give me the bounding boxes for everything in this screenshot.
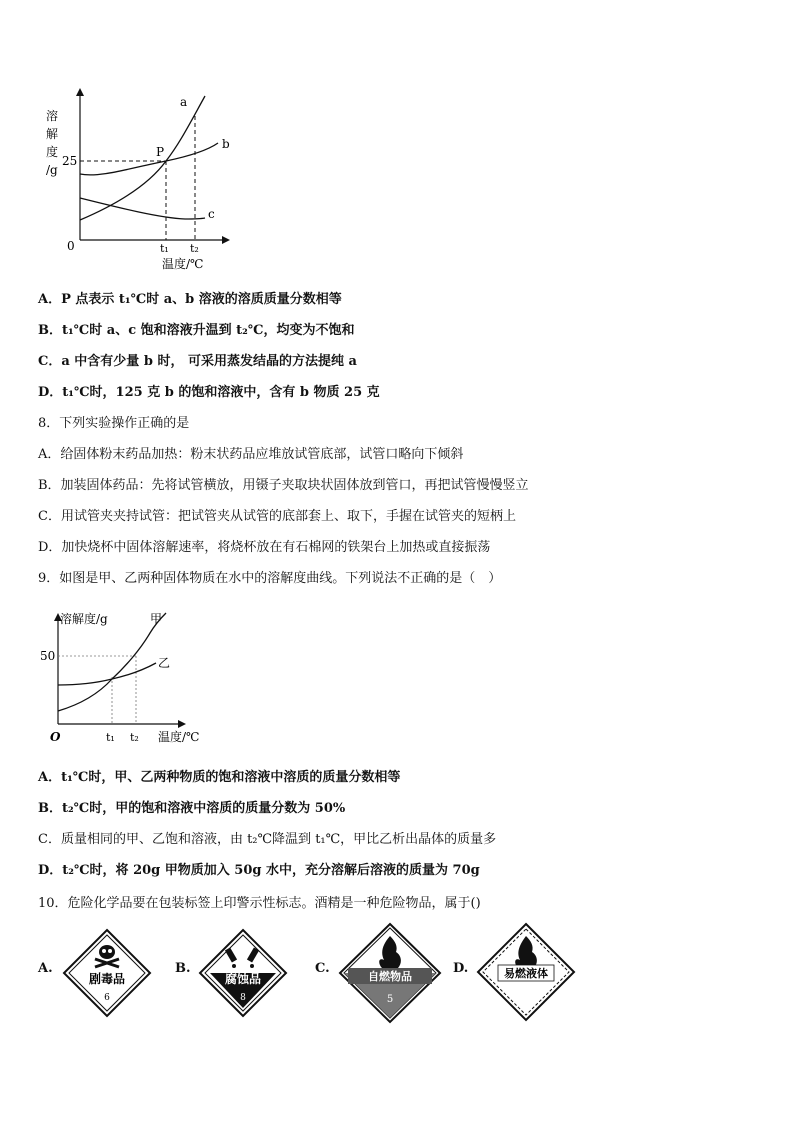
self-combustible-text: 自燃物品: [368, 970, 412, 983]
q9-option-a: A．t₁℃时，甲、乙两种物质的饱和溶液中溶质的质量分数相等: [38, 770, 401, 785]
corrosive-sign-text: 腐蚀品: [224, 972, 262, 986]
curve-c-label: c: [208, 207, 215, 221]
curve-a: [80, 96, 205, 220]
q10-option-a-letter: A.: [38, 961, 53, 976]
solubility-chart-abc: [40, 88, 240, 278]
curve-b: [80, 143, 218, 175]
q8-option-d: D．加快烧杯中固体溶解速率，将烧杯放在有石棉网的铁架台上加热或直接振荡: [38, 540, 491, 555]
y-tick-50: 50: [40, 649, 56, 663]
q10-stem: 10．危险化学品要在包装标签上印警示性标志。酒精是一种危险物品，属于(): [38, 896, 481, 911]
toxic-sign: [62, 928, 152, 1018]
y-label-char-4: /g: [46, 163, 58, 177]
origin-o: O: [50, 730, 61, 744]
curve-yi: [58, 663, 156, 685]
x-axis-label: 温度/℃: [162, 257, 204, 271]
x-tick-t1: t₁: [160, 242, 169, 255]
solubility-chart-jia-yi: [40, 605, 220, 750]
x-tick-t2: t₂: [190, 242, 199, 255]
q9-option-b: B．t₂℃时，甲的饱和溶液中溶质的质量分数为 50%: [38, 801, 346, 816]
q8-option-a: A．给固体粉末药品加热：粉末状药品应堆放试管底部，试管口略向下倾斜: [38, 447, 464, 462]
flammable-liquid-sign: [476, 922, 576, 1022]
self-combustible-sign-svg: [338, 922, 442, 1024]
q9-stem: 9．如图是甲、乙两种固体物质在水中的溶解度曲线。下列说法不正确的是（ ）: [38, 571, 502, 586]
curve-jia-label: 甲: [150, 612, 163, 626]
q7-option-c: C．a 中含有少量 b 时， 可采用蒸发结晶的方法提纯 a: [38, 354, 357, 369]
q10-option-c-letter: C.: [315, 961, 330, 976]
x-axis-label-2: 温度/℃: [158, 730, 200, 744]
x-axis-arrow: [222, 236, 230, 244]
curve-a-label: a: [180, 95, 188, 109]
curve-c: [80, 198, 205, 219]
self-combustible-num: 5: [386, 994, 394, 1005]
chart-jia-yi-svg: [40, 605, 220, 750]
toxic-sign-num: 6: [104, 993, 110, 1003]
corrosive-sign-svg: [198, 928, 288, 1018]
y-axis-arrow: [76, 88, 84, 96]
corrosive-sign: [198, 928, 288, 1018]
x-axis-arrow-2: [178, 720, 186, 728]
toxic-sign-svg: [62, 928, 152, 1018]
y-label-2: 溶解度/g: [60, 612, 108, 626]
q10-option-d-letter: D.: [453, 961, 469, 976]
q9-option-d: D．t₂℃时，将 20g 甲物质加入 50g 水中，充分溶解后溶液的质量为 70g: [38, 863, 480, 878]
flammable-liquid-sign-svg: [476, 922, 576, 1022]
x-tick-t1-2: t₁: [106, 731, 115, 744]
x-tick-t2-2: t₂: [130, 731, 139, 744]
origin-label: 0: [67, 239, 75, 253]
q10-option-b-letter: B.: [175, 961, 191, 976]
q8-option-b: B．加装固体药品：先将试管横放，用镊子夹取块状固体放到管口，再把试管慢慢竖立: [38, 478, 529, 493]
toxic-sign-text: 剧毒品: [88, 972, 126, 986]
point-p-label: P: [156, 145, 165, 159]
curve-b-label: b: [222, 137, 230, 151]
flammable-liquid-text: 易燃液体: [504, 967, 548, 980]
chart-abc-svg: [40, 88, 240, 278]
q7-option-b: B．t₁℃时 a、c 饱和溶液升温到 t₂℃，均变为不饱和: [38, 323, 355, 338]
q8-stem: 8．下列实验操作正确的是: [38, 416, 190, 431]
q9-option-c: C．质量相同的甲、乙饱和溶液，由 t₂℃降温到 t₁℃，甲比乙析出晶体的质量多: [38, 832, 497, 847]
q8-option-c: C．用试管夹夹持试管：把试管夹从试管的底部套上、取下，手握在试管夹的短柄上: [38, 509, 516, 524]
curve-jia: [58, 613, 166, 711]
y-label-char-3: 度: [46, 145, 59, 159]
curve-yi-label: 乙: [158, 656, 171, 670]
q7-option-d: D．t₁℃时，125 克 b 的饱和溶液中，含有 b 物质 25 克: [38, 385, 380, 400]
q7-option-a: A．P 点表示 t₁℃时 a、b 溶液的溶质质量分数相等: [38, 292, 342, 307]
corrosive-sign-num: 8: [240, 993, 246, 1003]
y-tick-25: 25: [62, 154, 78, 168]
y-label-char-2: 解: [46, 127, 59, 141]
y-label-char-1: 溶: [46, 109, 59, 123]
self-combustible-sign: [338, 922, 442, 1024]
